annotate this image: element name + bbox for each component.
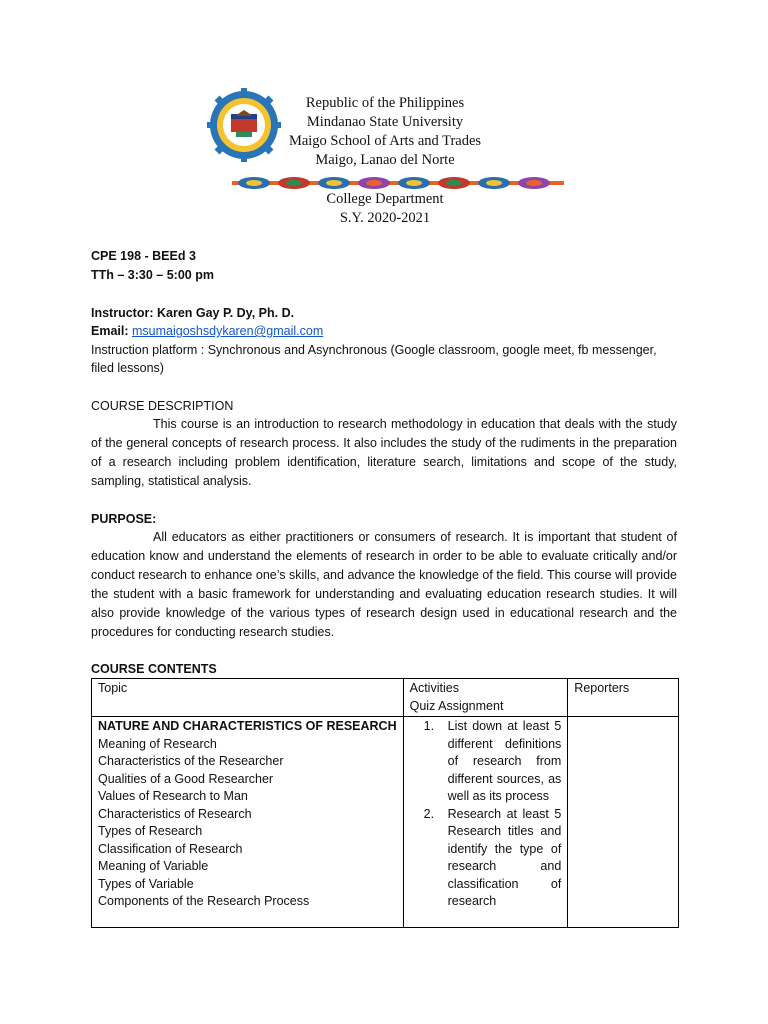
reporters-cell: [568, 717, 679, 928]
topic-item: Classification of Research: [98, 841, 243, 856]
institution-header: [240, 94, 530, 170]
topic-heading: NATURE AND CHARACTERISTICS OF RESEARCH: [98, 719, 397, 733]
topic-item: Values of Research to Man: [98, 789, 248, 803]
course-contents-table: [91, 678, 679, 928]
purpose-heading: PURPOSE:: [91, 512, 157, 526]
header-line-university: Mindanao State University: [306, 114, 464, 130]
column-header-topic: Topic: [92, 679, 404, 717]
course-description-text: This course is an introduction to research methodology in education that deals with the study of the general concepts of research process. It also includes the study of the rudiments in the preparation of a research including problem identification, literature search, limitations and scope of the study, sampling, statistical analysis.: [91, 417, 677, 488]
header-line-republic: Republic of the Philippines: [305, 95, 465, 111]
activity-item: [410, 718, 562, 806]
department-name: College Department: [326, 191, 444, 207]
topic-item: Characteristics of Research: [98, 806, 252, 821]
decorative-ornament-icon: [232, 175, 564, 191]
email-link[interactable]: msumaigoshsdykaren@gmail.com: [132, 324, 324, 338]
activity-item: [410, 806, 562, 911]
table-row: [92, 717, 679, 928]
activities-cell: [403, 717, 568, 928]
header-line-location: Maigo, Lanao del Norte: [315, 152, 455, 168]
topic-item: Characteristics of the Researcher: [98, 754, 284, 768]
activity-text: List down at least 5 different definitions of research from different sources, as well as its process: [447, 719, 562, 803]
course-contents-heading: COURSE CONTENTS: [91, 662, 217, 676]
course-description-heading: COURSE DESCRIPTION: [91, 399, 234, 413]
column-header-activities-line1: Activities: [409, 681, 459, 695]
topic-item: Components of the Research Process: [98, 894, 310, 908]
course-schedule: TTh – 3:30 – 5:00 pm: [91, 268, 214, 282]
activities-list: [410, 718, 562, 911]
table-header-row: [92, 679, 679, 717]
school-year: S.Y. 2020-2021: [339, 210, 431, 226]
column-header-activities-line2: Quiz Assignment: [409, 698, 504, 713]
topic-cell: [92, 717, 404, 928]
activity-number: 1.: [423, 719, 435, 733]
purpose-text: All educators as either practitioners or consumers of research. It is important that student of education know and understand the elements of research in order to be able to evaluate critically and/or conduct research to enhance one’s skills, and advance the knowledge of the field. This course will provide the student with a basic framework for understanding and evaluating education research studies. It will also provide knowledge of the various types of research design used in educational research and the procedures for conducting research studies.: [91, 530, 677, 639]
instructor-line: Instructor: Karen Gay P. Dy, Ph. D.: [91, 306, 295, 320]
topic-item: Types of Research: [98, 824, 203, 838]
column-header-reporters: Reporters: [568, 679, 679, 717]
topic-item: Meaning of Variable: [98, 859, 209, 873]
platform-line-2: filed lessons): [91, 361, 164, 375]
topic-item: Meaning of Research: [98, 736, 217, 751]
topic-item: Qualities of a Good Researcher: [98, 771, 274, 786]
topic-item: Types of Variable: [98, 876, 194, 891]
course-code: CPE 198 - BEEd 3: [91, 249, 196, 263]
activity-text: Research at least 5 Research titles and identify the type of research and classification of research: [447, 806, 562, 908]
column-header-activities: [403, 679, 568, 717]
header-line-school: Maigo School of Arts and Trades: [288, 133, 482, 149]
platform-line-1: Instruction platform : Synchronous and Asynchronous (Google classroom, google meet, fb messenger,: [91, 343, 657, 357]
activity-number: 2.: [423, 806, 435, 821]
email-label: Email:: [91, 324, 129, 338]
department-block: [240, 190, 530, 228]
email-line: [91, 322, 323, 340]
